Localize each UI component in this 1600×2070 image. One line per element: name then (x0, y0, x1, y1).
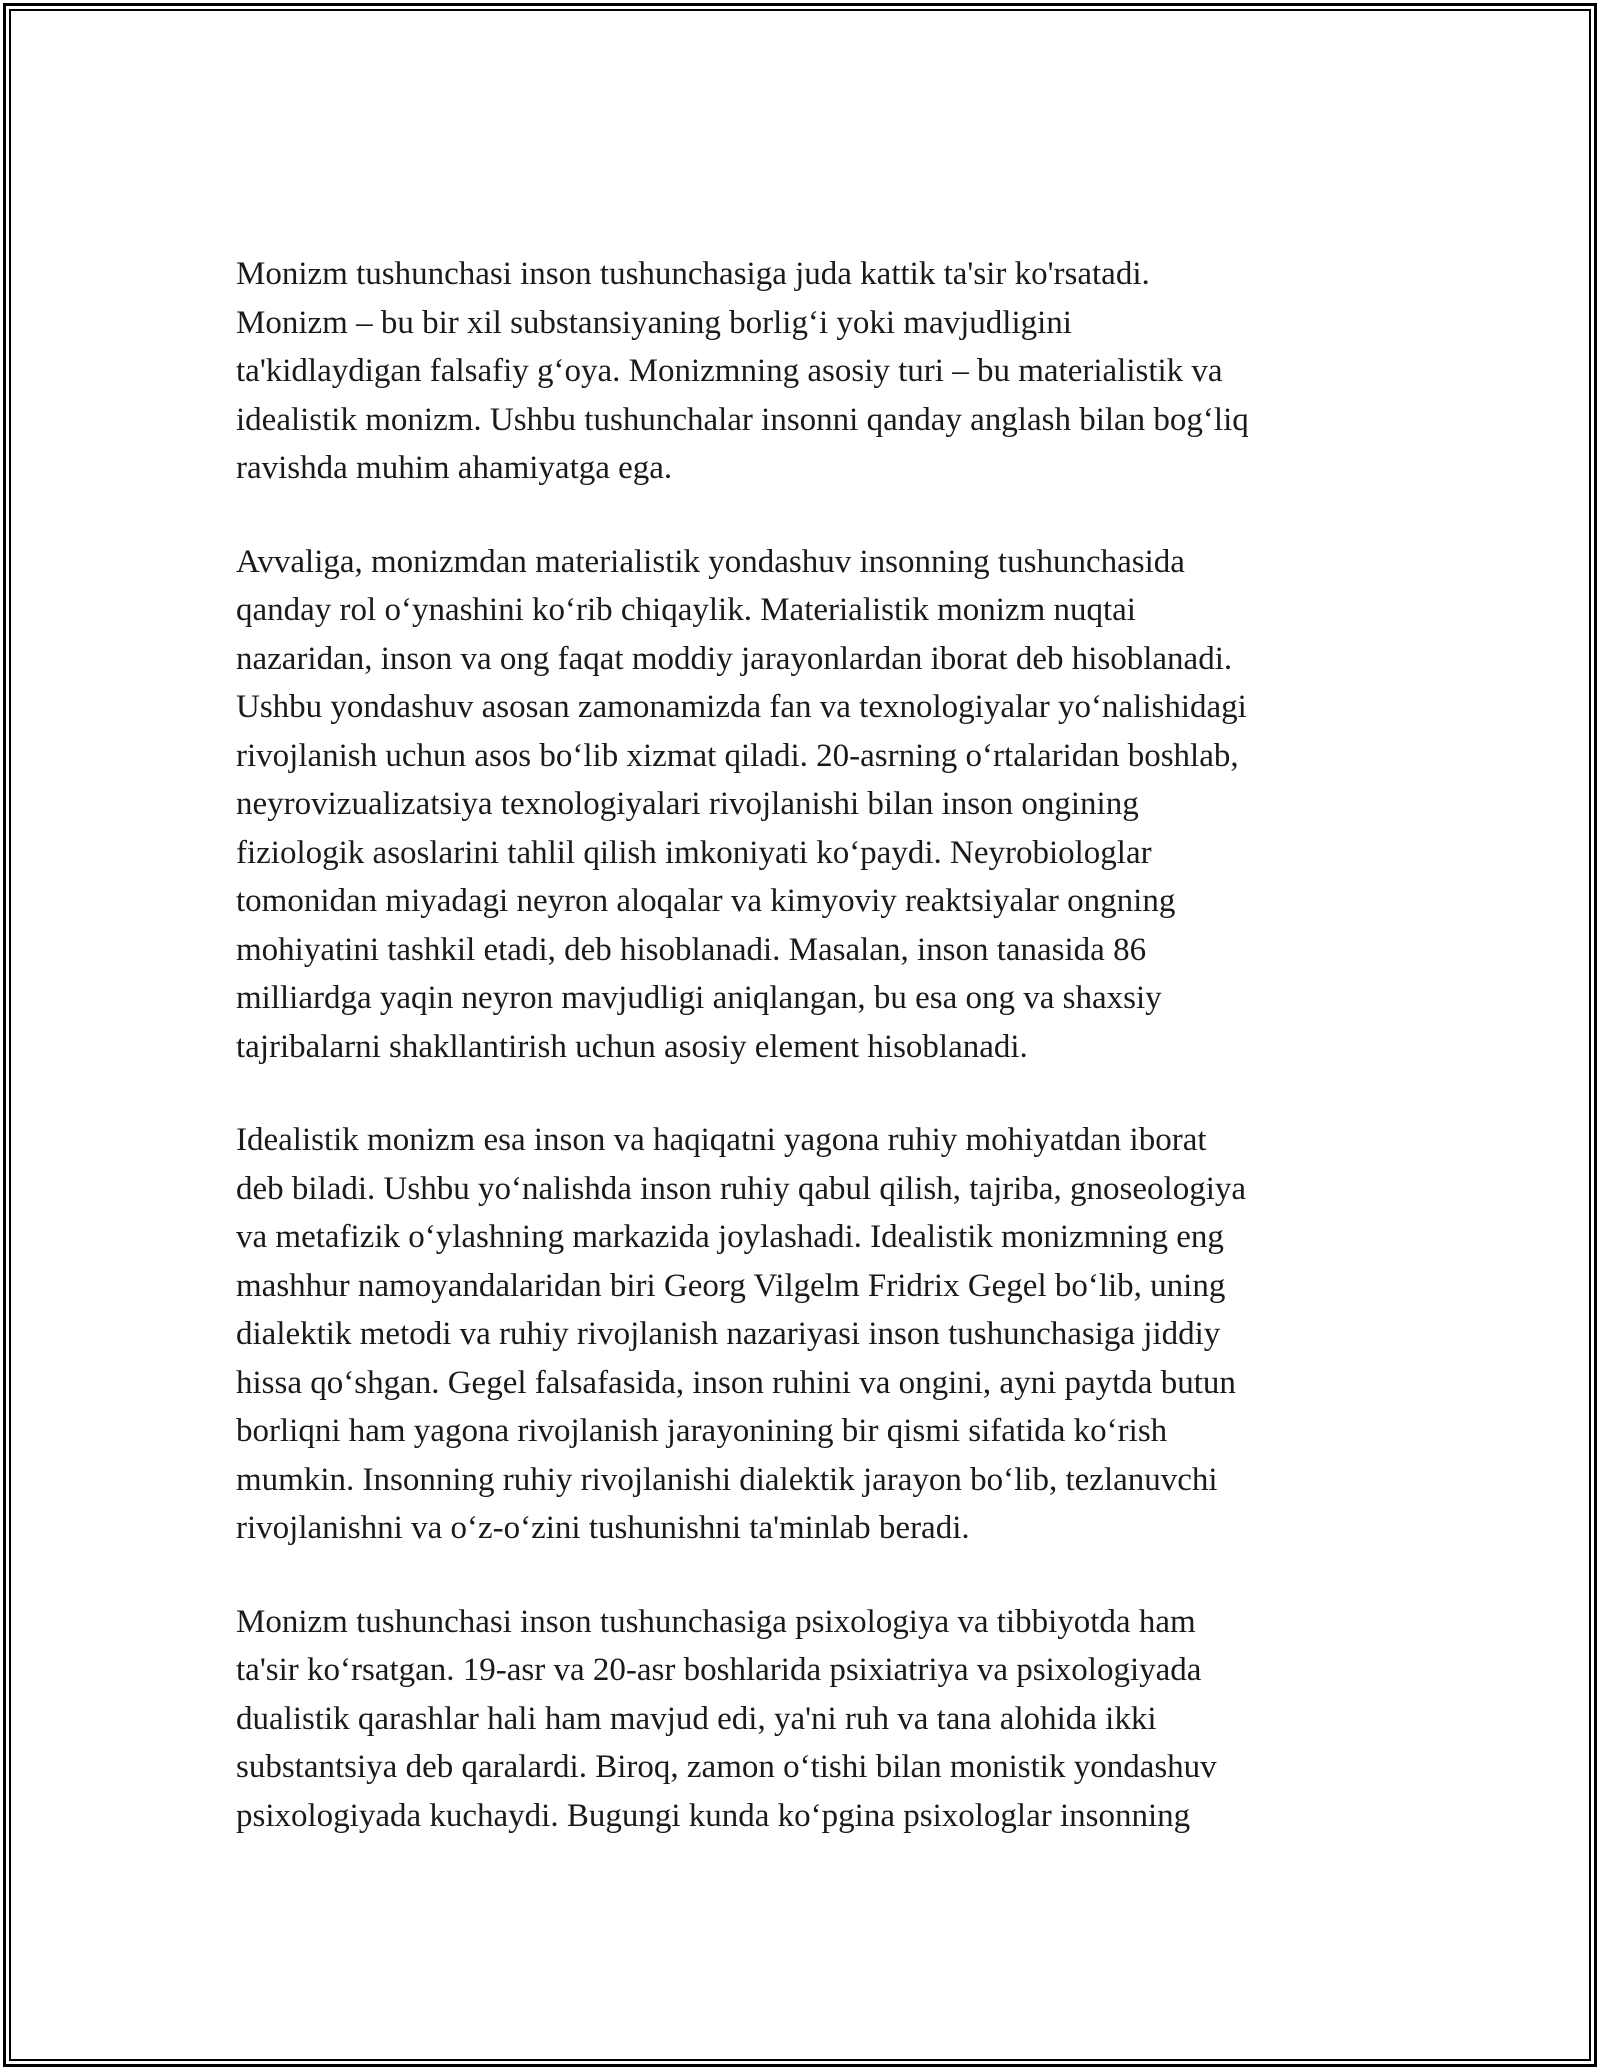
text-line: Avvaliga, monizmdan materialistik yondashuv insonning tushunchasida (236, 543, 1185, 580)
text-line: Monizm tushunchasi inson tushunchasiga psixologiya va tibbiyotda ham (236, 1603, 1196, 1640)
text-line: ta'sir ko‘rsatgan. 19-asr va 20-asr boshlarida psixiatriya va psixologiyada (236, 1652, 1202, 1688)
text-line: rivojlanishni va o‘z-o‘zini tushunishni ta'minlab beradi. (236, 1510, 970, 1546)
text-line: fiziologik asoslarini tahlil qilish imkoniyati ko‘paydi. Neyrobiologlar (236, 834, 1152, 871)
paragraph-2 (236, 538, 1406, 1072)
paragraph-1 (236, 250, 1406, 493)
text-line: neyrovizualizatsiya texnologiyalari rivojlanishi bilan inson ongining (236, 786, 1139, 822)
paragraph-3 (236, 1116, 1406, 1553)
text-line: substantsiya deb qaralardi. Biroq, zamon o‘tishi bilan monistik yondashuv (236, 1749, 1217, 1785)
text-line: tajribalarni shakllantirish uchun asosiy element hisoblanadi. (236, 1028, 1028, 1065)
text-line: ravishda muhim ahamiyatga ega. (236, 450, 673, 486)
text-line: milliardga yaqin neyron mavjudligi aniqlangan, bu esa ong va shaxsiy (236, 980, 1162, 1016)
text-line: dualistik qarashlar hali ham mavjud edi, ya'ni ruh va tana alohida ikki (236, 1700, 1157, 1737)
text-line: mohiyatini tashkil etadi, deb hisoblanadi. Masalan, inson tanasida 86 (236, 931, 1147, 968)
text-line: idealistik monizm. Ushbu tushunchalar insonni qanday anglash bilan bog‘liq (236, 401, 1249, 438)
text-line: deb biladi. Ushbu yo‘nalishda inson ruhiy qabul qilish, tajriba, gnoseologiya (236, 1170, 1247, 1207)
paragraph-4 (236, 1598, 1406, 1841)
text-line: psixologiyada kuchaydi. Bugungi kunda ko‘pgina psixologlar insonning (236, 1797, 1191, 1834)
text-line: Monizm tushunchasi inson tushunchasiga juda kattik ta'sir ko'rsatadi. (236, 256, 1150, 292)
text-line: Idealistik monizm esa inson va haqiqatni yagona ruhiy mohiyatdan iborat (236, 1122, 1207, 1158)
text-line: va metafizik o‘ylashning markazida joylashadi. Idealistik monizmning eng (236, 1219, 1224, 1255)
text-line: ta'kidlaydigan falsafiy g‘oya. Monizmning asosiy turi – bu materialistik va (236, 353, 1223, 389)
text-line: Ushbu yondashuv asosan zamonamizda fan va texnologiyalar yo‘nalishidagi (236, 689, 1247, 725)
text-line: rivojlanish uchun asos bo‘lib xizmat qiladi. 20-asrning o‘rtalaridan boshlab, (236, 737, 1239, 774)
text-line: mashhur namoyandalaridan biri Georg Vilgelm Fridrix Gegel bo‘lib, uning (236, 1267, 1226, 1304)
document-body (236, 250, 1406, 1885)
text-line: nazaridan, inson va ong faqat moddiy jarayonlardan iborat deb hisoblanadi. (236, 640, 1233, 677)
text-line: dialektik metodi va ruhiy rivojlanish nazariyasi inson tushunchasiga jiddiy (236, 1316, 1221, 1352)
text-line: borliqni ham yagona rivojlanish jarayonining bir qismi sifatida ko‘rish (236, 1413, 1168, 1449)
text-line: hissa qo‘shgan. Gegel falsafasida, inson ruhini va ongini, ayni paytda butun (236, 1364, 1236, 1401)
text-line: qanday rol o‘ynashini ko‘rib chiqaylik. Materialistik monizm nuqtai (236, 592, 1136, 628)
text-line: tomonidan miyadagi neyron aloqalar va kimyoviy reaktsiyalar ongning (236, 883, 1176, 919)
text-line: mumkin. Insonning ruhiy rivojlanishi dialektik jarayon bo‘lib, tezlanuvchi (236, 1461, 1218, 1498)
text-line: Monizm – bu bir xil substansiyaning borlig‘i yoki mavjudligini (236, 304, 1072, 341)
